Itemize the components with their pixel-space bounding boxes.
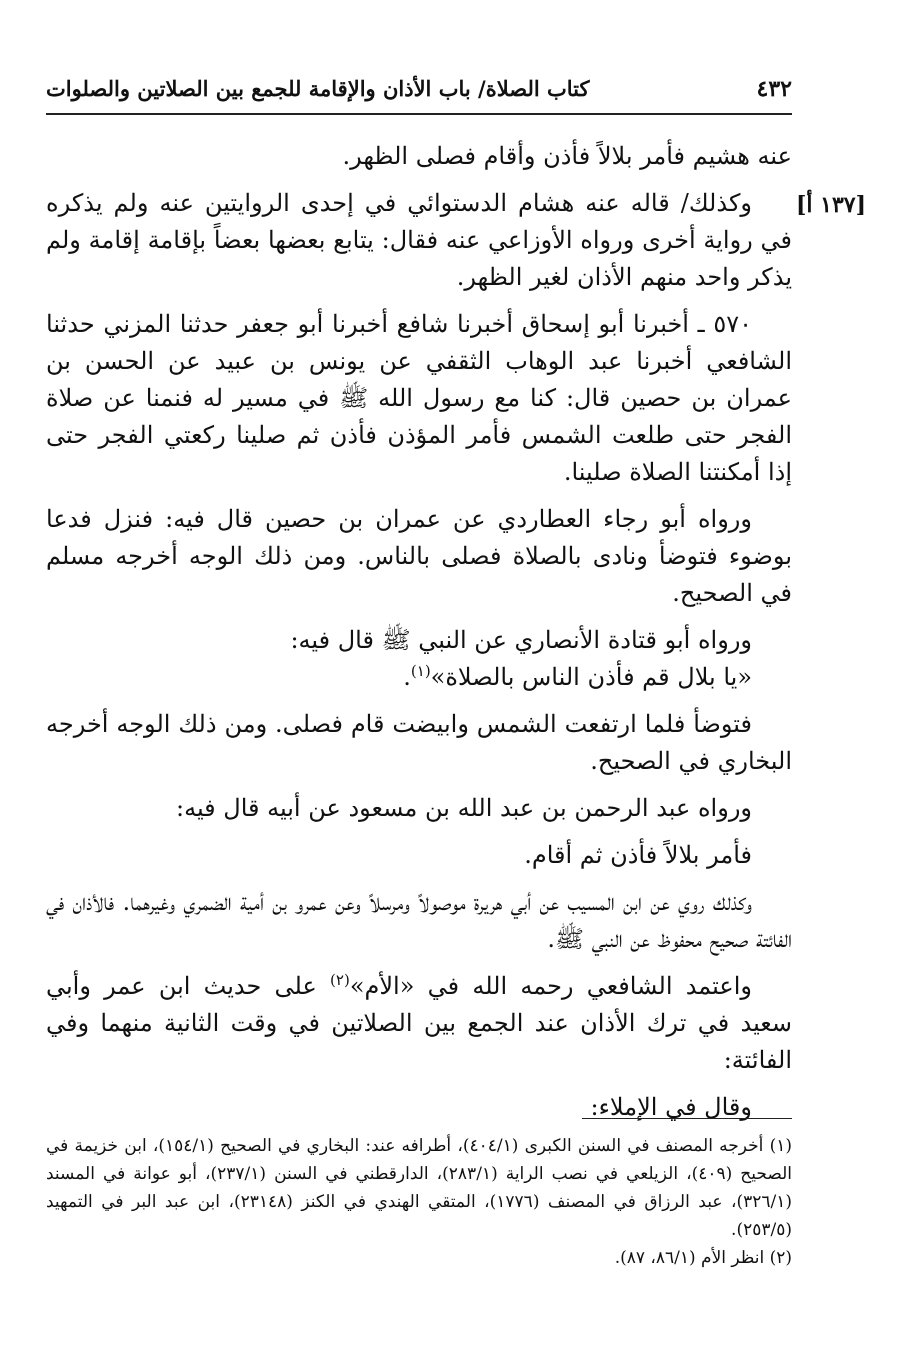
footnote-1: (١) أخرجه المصنف في السنن الكبرى (٤٠٤/١)، أطرافه عند: البخاري في الصحيح (١٥٤/١)، ابن خزيمة في الصحيح (٤٠٩)، الزيلعي في نصب الراية (٢٨٣/١)، الدارقطني في السنن (٢٣٧/١)، أبو عوانة في المسند (٣٢٦/١)، عبد الرزاق في المصنف (١٧٧٦)، المتقي الهندي في الكنز (٢٣١٤٨)، ابن عبد البر في التمهيد (٢٥٣/٥). [46,1136,792,1240]
header-rule [46,113,792,115]
paragraph-12: وقال في الإملاء: [590,1093,752,1121]
main-text [46,138,792,1136]
paragraph-5-text: ورواه أبو قتادة الأنصاري عن النبي ﷺ قال فيه: [290,626,752,654]
paragraph-1: عنه هشيم فأمر بلالاً فأذن وأقام فصلى الظهر. [342,142,792,170]
running-header [46,70,792,110]
paragraph-4: ورواه أبو رجاء العطاردي عن عمران بن حصين قال فيه: فنزل فدعا بوضوء فتوضأ ونادى بالصلاة فصلى بالناس. ومن ذلك الوجه أخرجه مسلم في الصحيح. [46,505,792,607]
paragraph-11-b: على حديث ابن عمر وأبي سعيد في ترك الأذان عند الجمع بين الصلاتين في وقت الثانية منهما وفي الفائتة: [46,972,792,1074]
paragraph-11 [46,968,792,1079]
paragraph-7: فتوضأ فلما ارتفعت الشمس وابيضت قام فصلى. ومن ذلك الوجه أخرجه البخاري في الصحيح. [46,710,792,775]
page-number: ٤٣٢ [756,76,792,102]
footnote-2: (٢) انظر الأم (٨٦/١، ٨٧). [614,1248,792,1268]
footnotes [46,1132,792,1272]
manuscript-folio-note: [١٣٧ أ] [795,192,866,218]
paragraph-5 [46,622,792,659]
paragraph-9: فأمر بلالاً فأذن ثم أقام. [524,841,752,869]
paragraph-8: ورواه عبد الرحمن بن عبد الله بن مسعود عن أبيه قال فيه: [175,794,752,822]
footnote-rule [582,1118,792,1119]
quote-1-text: «يا بلال قم فأذن الناس بالصلاة» [430,663,752,691]
quote-1 [46,659,792,696]
paragraph-10: وكذلك روي عن ابن المسيب عن أبي هريرة موصولاً ومرسلاً وعن عمرو بن أمية الضمري وغيرهما. فالأذان في الفائتة صحيح محفوظ عن النبي ﷺ. [46,888,792,953]
paragraph-11-a: واعتمد الشافعي رحمه الله في «الأم» [349,972,752,1000]
quote-1-end: . [403,663,411,691]
running-title: كتاب الصلاة/ باب الأذان والإقامة للجمع بين الصلاتين والصلوات [46,76,590,101]
hadith-570: ٥٧٠ ـ أخبرنا أبو إسحاق أخبرنا شافع أخبرنا أبو جعفر حدثنا المزني حدثنا الشافعي أخبرنا عبد الوهاب الثقفي عن يونس بن عبيد عن الحسن بن عمران بن حصين قال: كنا مع رسول الله ﷺ في مسير له فنمنا عن صلاة الفجر حتى طلعت الشمس فأمر المؤذن فأذن ثم صلينا ركعتي الفجر حتى إذا أمكنتنا الصلاة صلينا. [46,310,792,486]
footnote-mark-2: (٢) [330,971,350,989]
paragraph-2: وكذلك/ قاله عنه هشام الدستوائي في إحدى الروايتين عنه ولم يذكره في رواية أخرى ورواه الأوزاعي عنه فقال: يتابع بعضها بعضاً بإقامة إقامة ولم يذكر واحد منهم الأذان لغير الظهر. [46,189,792,291]
footnote-mark-1: (١) [410,662,431,680]
